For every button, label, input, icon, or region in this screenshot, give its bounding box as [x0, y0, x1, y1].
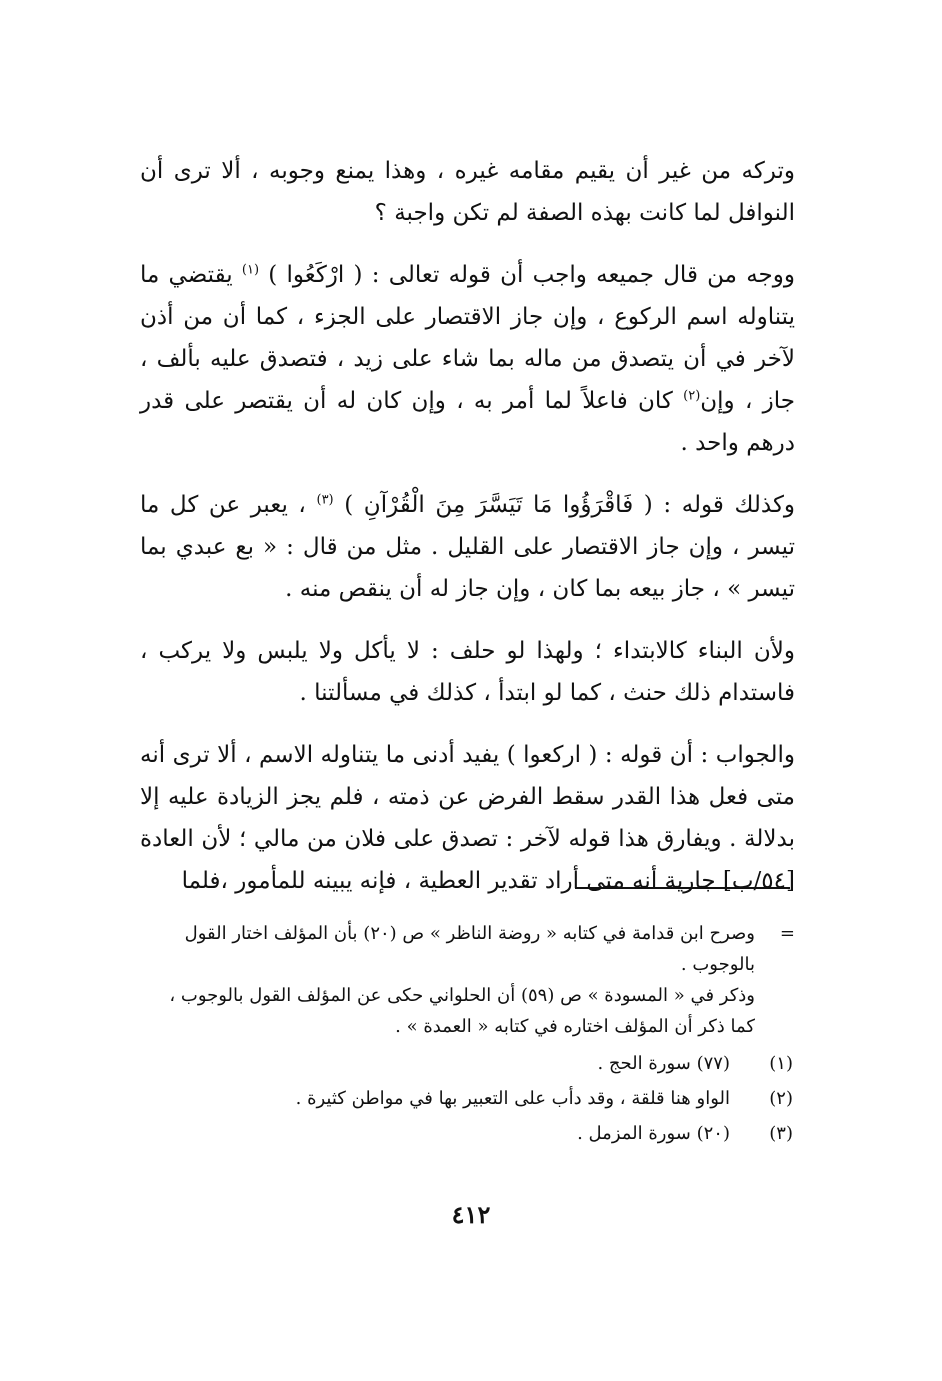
footnote-text: (٧٧) سورة الحج .: [597, 1053, 730, 1074]
footnote-ref-3: (٣): [316, 492, 334, 508]
footnote-2: [140, 1083, 795, 1114]
continuation-mark: =: [779, 923, 795, 944]
footnote-ref-1: (١): [241, 262, 260, 278]
paragraph-5: [140, 734, 795, 902]
footnote-1: [140, 1048, 795, 1079]
paragraph-4: [140, 630, 795, 714]
footnote-number: (٣): [769, 1123, 793, 1144]
paragraph-3: [140, 484, 795, 610]
footnote-line: وذكر في « المسودة » ص (٥٩) أن الحلواني حكى عن المؤلف القول بالوجوب ، كما ذكر أن المؤلف اختاره في كتابه « العمدة » .: [169, 985, 755, 1037]
footnote-separator: [575, 887, 790, 889]
footnote-3: [140, 1118, 795, 1149]
footnote-text: الواو هنا قلقة ، وقد دأب على التعبير بها في مواطن كثيرة .: [295, 1088, 730, 1109]
main-text: [140, 150, 795, 922]
paragraph-text: وتركه من غير أن يقيم مقامه غيره ، وهذا يمنع وجوبه ، ألا ترى أن النوافل لما كانت بهذه الصفة لم تكن واجبة ؟: [140, 158, 795, 226]
footnotes-section: [140, 918, 795, 1153]
paragraph-text: ولأن البناء كالابتداء ؛ ولهذا لو حلف : لا يأكل ولا يلبس ولا يركب ، فاستدام ذلك حنث ، كما لو ابتدأ ، كذلك في مسألتنا .: [140, 638, 795, 706]
paragraph-text: يقتضي ما يتناوله اسم الركوع ، وإن جاز الاقتصار على الجزء ، كما أن من أذن لآخر في أن يتصدق من ماله بما شاء على زيد ، فتصدق عليه بألف ، جاز ، وإن: [140, 262, 795, 414]
paragraph-text: والجواب : أن قوله : ( اركعوا ) يفيد أدنى ما يتناوله الاسم ، ألا ترى أنه متى فعل هذا القدر سقط الفرض عن ذمته ، فلم يجز الزيادة عليه إلا بدلالة . ويفارق هذا قوله لآخر : تصدق على فلان من مالي ؛ لأن العادة [٥٤/ب] جارية أنه متى أراد تقدير العطية ، فإنه يبينه للمأمور ،فلما: [140, 742, 795, 894]
paragraph-2: [140, 254, 795, 464]
paragraph-1: [140, 150, 795, 234]
footnote-line: وصرح ابن قدامة في كتابه « روضة الناظر » ص (٢٠) بأن المؤلف اختار القول بالوجوب .: [184, 923, 755, 975]
paragraph-text: وكذلك قوله : ( فَاقْرَؤُوا مَا تَيَسَّرَ مِنَ الْقُرْآنِ ): [344, 492, 796, 518]
paragraph-text: كان فاعلاً لما أمر به ، وإن كان له أن يقتصر على قدر درهم واحد .: [140, 388, 795, 456]
footnote-text: (٢٠) سورة المزمل .: [577, 1123, 730, 1144]
page-number: ٤١٢: [451, 1200, 491, 1229]
footnote-number: (١): [769, 1053, 793, 1074]
footnote-continuation: [140, 918, 795, 1042]
footnote-number: (٢): [769, 1088, 793, 1109]
footnote-ref-2: (٢): [683, 388, 701, 404]
paragraph-text: ، يعبر عن كل ما تيسر ، وإن جاز الاقتصار على القليل . مثل من قال : « بع عبدي بما تيسر » ، جاز بيعه بما كان ، وإن جاز له أن ينقص منه .: [140, 492, 795, 602]
paragraph-text: ووجه من قال جميعه واجب أن قوله تعالى : ( ارْكَعُوا ): [268, 262, 795, 288]
